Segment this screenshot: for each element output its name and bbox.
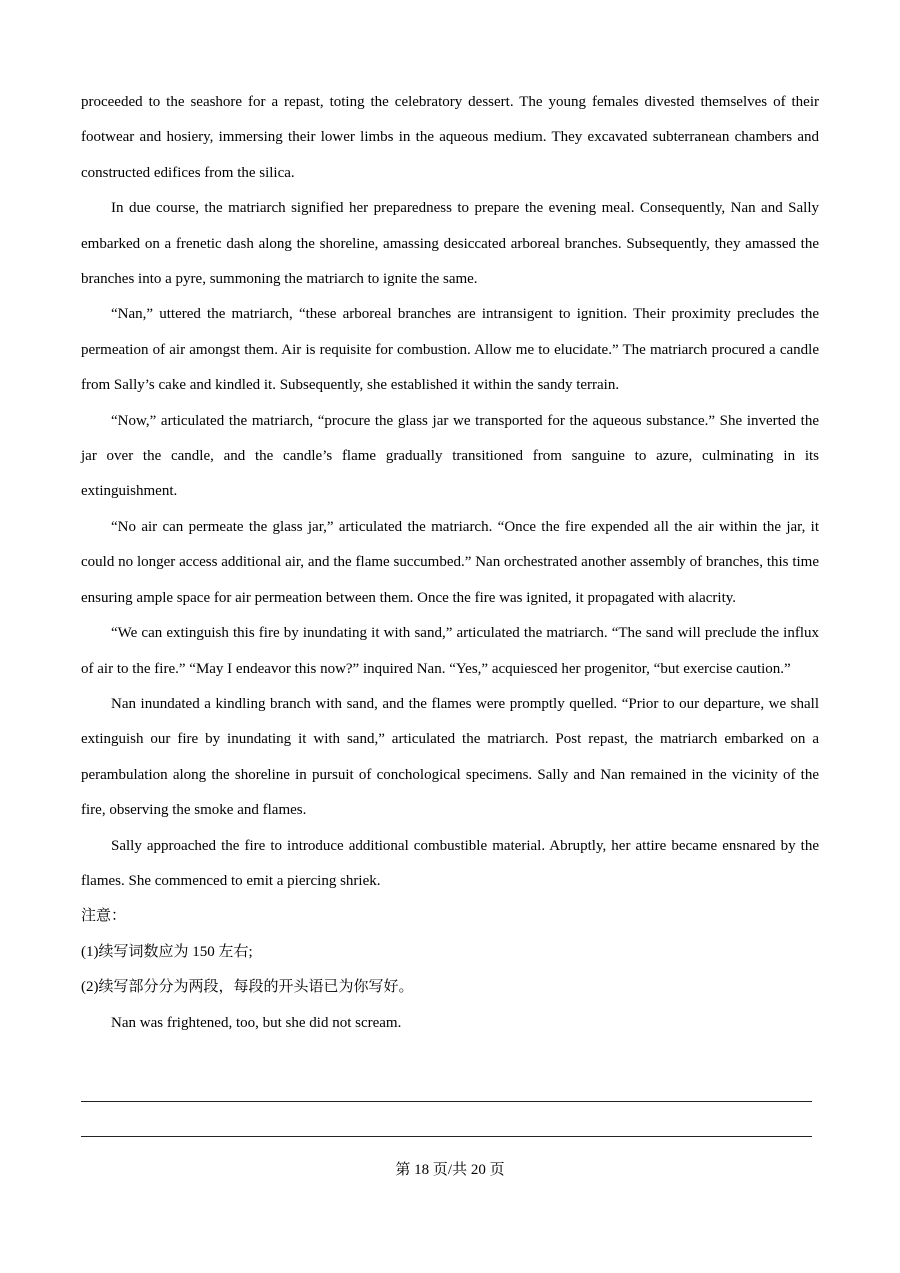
notes-heading: 注意： bbox=[81, 908, 127, 925]
story-paragraph-5: “No air can permeate the glass jar,” articulated the matriarch. “Once the fire expended all the air within the jar, it could no longer access additional air, and the flame succumbed.” Nan orchestrated another assembly of branches, this time ensuring ample space for air permeation between them. Once the fire was ignited, it propagated with alacrity. bbox=[81, 518, 819, 606]
story-paragraph-1: proceeded to the seashore for a repast, toting the celebratory dessert. The young females divested themselves of their footwear and hosiery, immersing their lower limbs in the aqueous medium. They excavated subterranean chambers and constructed edifices from the silica. bbox=[81, 94, 819, 181]
story-paragraph-7: Nan inundated a kindling branch with sand, and the flames were promptly quelled. “Prior to our departure, we shall extinguish our fire by inundating it with sand,” articulated the matriarch. Post repast, the matriarch embarked on a perambulation along the shoreline in pursuit of conchological specimens. Sally and Nan remained in the vicinity of the fire, observing the smoke and flames. bbox=[81, 695, 819, 819]
note-item-word-count: (1)续写词数应为 150 左右; bbox=[81, 943, 253, 960]
answer-writing-line[interactable] bbox=[81, 1101, 812, 1102]
story-paragraph-4: “Now,” articulated the matriarch, “procure the glass jar we transported for the aqueous substance.” She inverted the jar over the candle, and the candle’s flame gradually transitioned from sanguine to azure, culminating in its extinguishment. bbox=[81, 412, 819, 500]
story-paragraph-6: “We can extinguish this fire by inundating it with sand,” articulated the matriarch. “The sand will preclude the influx of air to the fire.” “May I endeavor this now?” inquired Nan. “Yes,” acquiesced her progenitor, “but exercise caution.” bbox=[81, 625, 819, 677]
story-paragraph-3: “Nan,” uttered the matriarch, “these arboreal branches are intransigent to ignition. Their proximity precludes the permeation of air amongst them. Air is requisite for combustion. Allow me to elucidate.” The matriarch procured a candle from Sally’s cake and kindled it. Subsequently, she established it within the sandy terrain. bbox=[81, 306, 819, 394]
continuation-starter: Nan was frightened, too, but she did not scream. bbox=[111, 1014, 402, 1031]
page-number-footer: 第 18 页/共 20 页 bbox=[395, 1162, 505, 1178]
passage-body bbox=[81, 85, 819, 1041]
story-paragraph-8: Sally approached the fire to introduce additional combustible material. Abruptly, her attire became ensnared by the flames. She commenced to emit a piercing shriek. bbox=[81, 837, 819, 889]
note-item-paragraphs: (2)续写部分分为两段，每段的开头语已为你写好。 bbox=[81, 979, 414, 996]
answer-writing-line[interactable] bbox=[81, 1136, 812, 1137]
story-paragraph-2: In due course, the matriarch signified her preparedness to prepare the evening meal. Consequently, Nan and Sally embarked on a frenetic dash along the shoreline, amassing desiccated arboreal branches. Subsequently, they amassed the branches into a pyre, summoning the matriarch to ignite the same. bbox=[81, 200, 819, 288]
